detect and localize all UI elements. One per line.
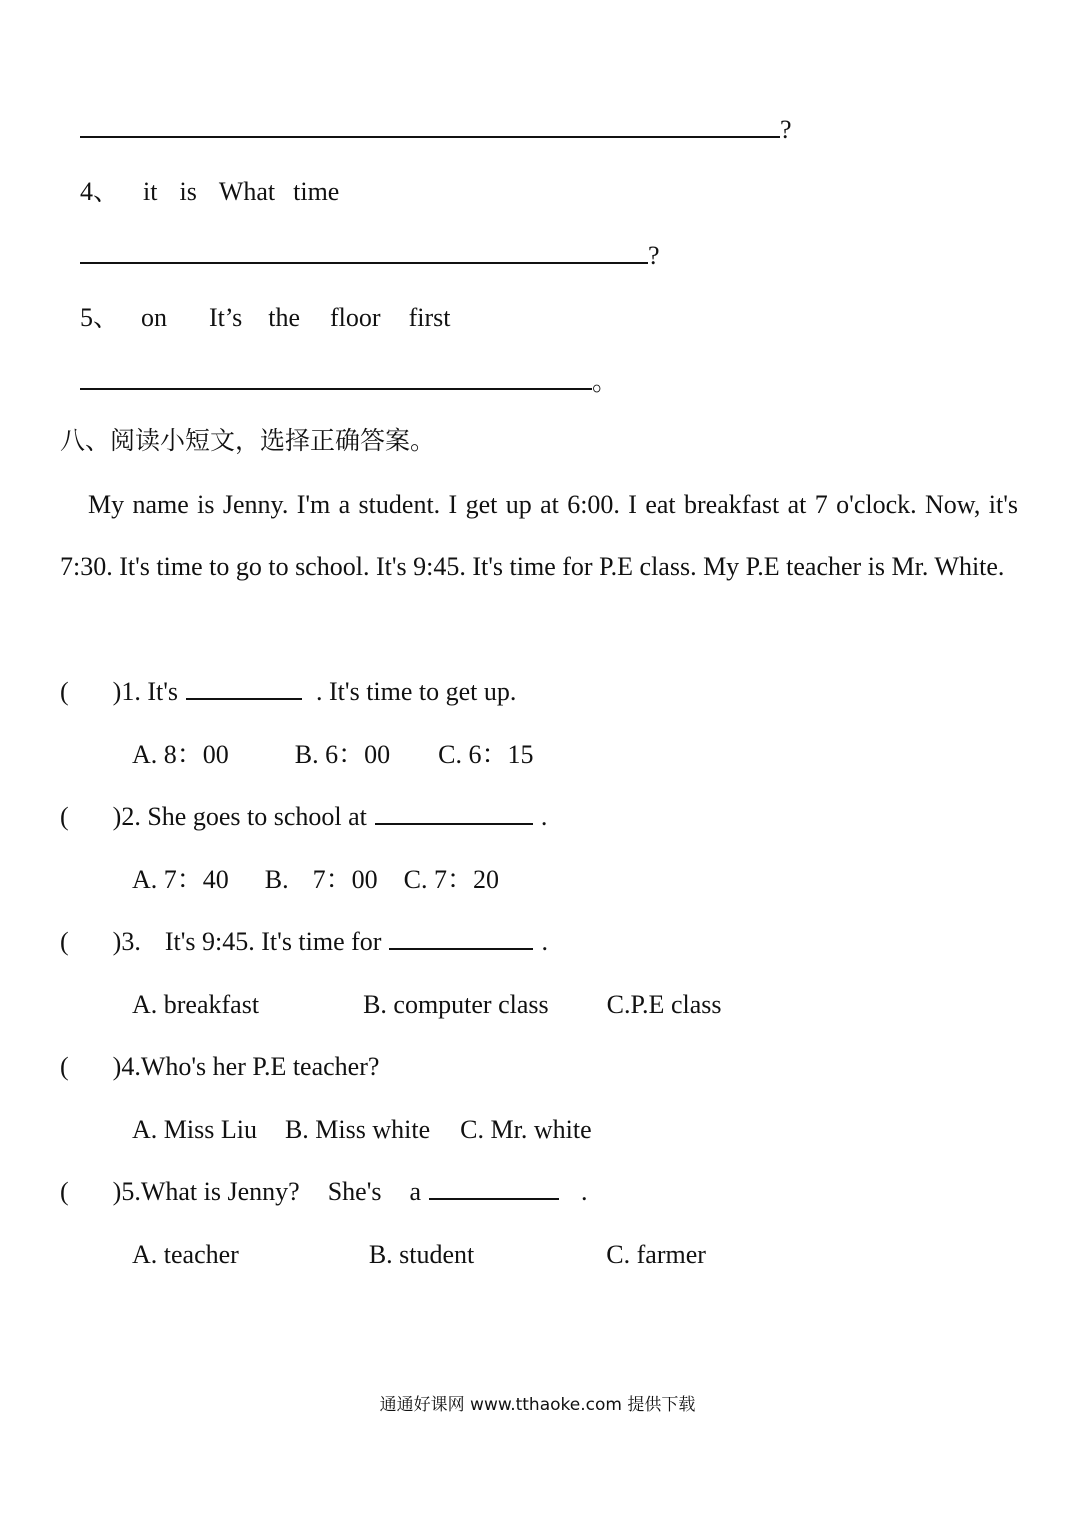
question-1-options: A. 8：00 B. 6：00 C. 6：15 <box>132 740 534 769</box>
ordering-question-5: 5、 on It’s the floor first <box>80 303 451 332</box>
question-3: ( )3. It's 9:45. It's time for . <box>60 927 548 956</box>
answer-line-5: 。 <box>80 366 618 398</box>
answer-blank[interactable] <box>80 368 592 390</box>
question-3-options: A. breakfast B. computer class C.P.E class <box>132 990 722 1019</box>
answer-blank[interactable] <box>186 678 302 700</box>
answer-blank[interactable] <box>80 242 648 264</box>
reading-passage: My name is Jenny. I'm a student. I get up at 6:00. I eat breakfast at 7 o'clock. Now, it's 7:30. It's time to go to school. It's 9:45. It's time for P.E class. My P.E teacher is Mr. White. <box>60 490 1018 581</box>
answer-line-4: ? <box>80 240 660 272</box>
ordering-question-4: 4、 it is What time <box>80 177 340 206</box>
question-4: ( )4.Who's her P.E teacher? <box>60 1052 380 1081</box>
question-4-options: A. Miss Liu B. Miss white C. Mr. white <box>132 1115 592 1144</box>
question-2-options: A. 7：40 B. 7：00 C. 7：20 <box>132 865 499 894</box>
question-1: ( )1. It's . It's time to get up. <box>60 677 517 706</box>
answer-blank[interactable] <box>80 116 780 138</box>
answer-blank[interactable] <box>389 928 533 950</box>
answer-blank[interactable] <box>429 1178 559 1200</box>
page-footer: 通通好课网 www.tthaoke.com 提供下载 <box>379 1395 696 1415</box>
question-2: ( )2. She goes to school at . <box>60 802 548 831</box>
answer-blank[interactable] <box>375 803 533 825</box>
question-5: ( )5.What is Jenny? She's a . <box>60 1177 588 1206</box>
answer-line-3: ? <box>80 114 792 146</box>
section-heading: 八、阅读小短文，选择正确答案。 <box>60 426 436 455</box>
question-5-options: A. teacher B. student C. farmer <box>132 1240 706 1269</box>
